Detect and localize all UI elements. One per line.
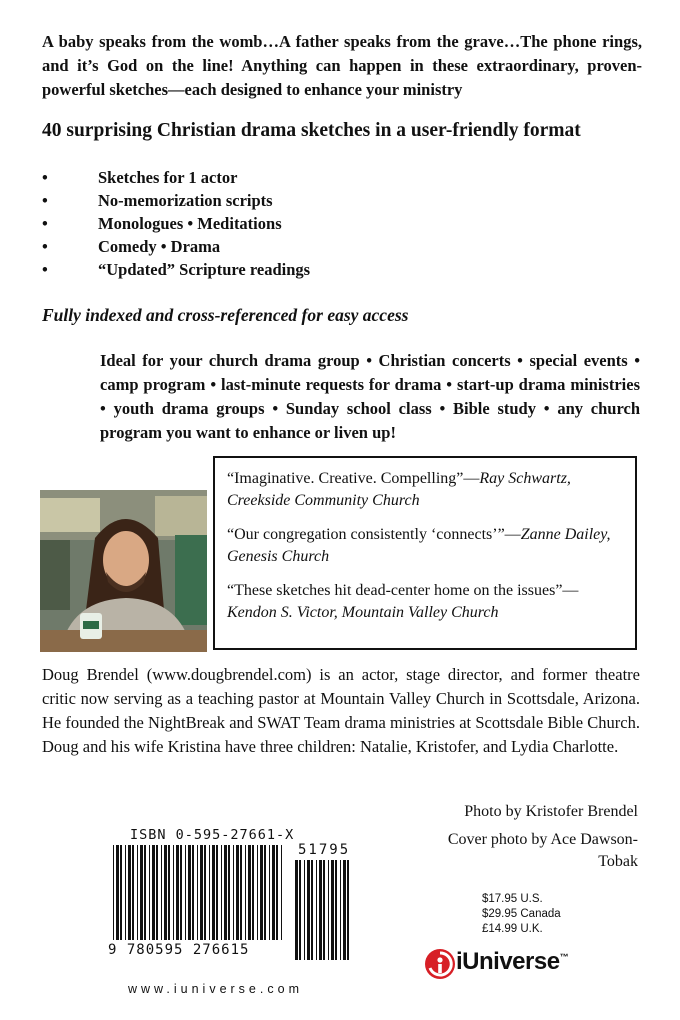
barcode-bar — [269, 845, 270, 940]
barcode-bar — [319, 860, 322, 960]
testimonial-source: Ray Schwartz, Creekside Community Church — [227, 470, 571, 509]
testimonial: “Imaginative. Creative. Compelling”—Ray Schwartz, Creekside Community Church — [227, 470, 571, 509]
price-list — [482, 892, 561, 937]
testimonial-source: Zanne Dailey, Genesis Church — [227, 526, 611, 565]
intro-paragraph: A baby speaks from the womb…A father speaks from the grave…The phone rings, and it’s God on the line! Anything can happen in these extraordinary, proven-powerful sketches—each designed to enhance your ministry — [42, 32, 642, 99]
list-item: • Comedy • Drama — [42, 237, 221, 256]
list-item: • Monologues • Meditations — [42, 214, 282, 233]
barcode-bar — [161, 845, 162, 940]
barcode-bar — [343, 860, 346, 960]
barcode-bar — [216, 845, 218, 940]
barcode-bar — [173, 845, 174, 940]
barcode-bar — [209, 845, 210, 940]
testimonial: “Our congregation consistently ‘connects’”—Zanne Dailey, Genesis Church — [227, 526, 611, 565]
barcode-bar — [197, 845, 198, 940]
barcode-bar — [120, 845, 122, 940]
barcode-bar — [331, 860, 334, 960]
barcode-bar — [168, 845, 170, 940]
bullet-icon: • — [42, 237, 48, 256]
testimonials-box — [213, 456, 637, 650]
barcode-bar — [240, 845, 242, 940]
barcode-bar — [224, 845, 227, 940]
feature-list — [42, 166, 602, 281]
trademark: ™ — [559, 952, 569, 962]
barcode-bar — [260, 845, 263, 940]
website-url: www.iuniverse.com — [128, 982, 303, 996]
barcode-bar — [228, 845, 230, 940]
author-photo — [40, 490, 207, 652]
bullet-icon: • — [42, 168, 48, 187]
barcode-bar — [156, 845, 158, 940]
ideal-paragraph: Ideal for your church drama group • Christian concerts • special events • camp program • last-minute requests for drama • start-up drama ministries • youth drama groups • Sunday school class • Bible study • any church program you want to enhance or liven up! — [100, 351, 640, 442]
barcode-bar — [328, 860, 329, 960]
price-uk: £14.99 U.K. — [482, 923, 543, 935]
list-item: • Sketches for 1 actor — [42, 168, 238, 187]
barcode-bar — [257, 845, 258, 940]
price-code: 51795 — [298, 842, 351, 858]
barcode-bar — [233, 845, 234, 940]
barcode-bar — [245, 845, 246, 940]
barcode-bar — [236, 845, 239, 940]
bullet-icon: • — [42, 214, 48, 233]
photo-credit: Photo by Kristofer Brendel — [464, 803, 638, 820]
barcode-bar — [340, 860, 341, 960]
barcode-bar — [347, 860, 349, 960]
indexed-line: Fully indexed and cross-referenced for easy access — [42, 305, 409, 325]
barcode-bar — [299, 860, 301, 960]
barcode-bar — [152, 845, 155, 940]
barcode-bar — [316, 860, 317, 960]
testimonial: “These sketches hit dead-center home on the issues”—Kendon S. Victor, Mountain Valley Church — [227, 582, 579, 621]
barcode-bar — [192, 845, 194, 940]
price-canada: $29.95 Canada — [482, 908, 561, 920]
barcode-bar — [137, 845, 138, 940]
barcode-bar — [132, 845, 134, 940]
author-bio: Doug Brendel (www.dougbrendel.com) is an actor, stage director, and former theatre critic now serving as a teaching pastor at Mountain Valley Church in Scottsdale, Arizona. He founded the NightBreak and SWAT Team drama ministries at Scottsdale Bible Church. Doug and his wife Kristina have three children: Natalie, Kristofer, and Lydia Charlotte. — [42, 665, 640, 756]
list-item: • No-memorization scripts — [42, 191, 273, 210]
barcode-bar — [311, 860, 313, 960]
cover-photo-credit: Cover photo by Ace Dawson-Tobak — [447, 831, 638, 870]
barcode-bar — [128, 845, 131, 940]
barcode-bar — [212, 845, 215, 940]
barcode-digits: 9 780595 276615 — [108, 942, 250, 958]
barcode-bar — [116, 845, 119, 940]
barcode-bar — [188, 845, 191, 940]
barcode-bar — [144, 845, 146, 940]
barcode-bar — [221, 845, 222, 940]
barcode-bar — [276, 845, 278, 940]
barcode-bar — [252, 845, 254, 940]
barcode-bar — [164, 845, 167, 940]
barcode-bar — [307, 860, 310, 960]
bullet-icon: • — [42, 191, 48, 210]
barcode-bar — [281, 845, 282, 940]
barcode-bar — [140, 845, 143, 940]
publisher-name: iUniverse™ — [456, 948, 569, 975]
barcode-bar — [304, 860, 305, 960]
testimonial-source: Kendon S. Victor, Mountain Valley Church — [227, 604, 499, 621]
barcode-bar — [335, 860, 337, 960]
barcode-bar — [248, 845, 251, 940]
isbn-label: ISBN 0-595-27661-X — [130, 827, 295, 843]
price-us: $17.95 U.S. — [482, 893, 543, 905]
barcode-bar — [323, 860, 325, 960]
headline: 40 surprising Christian drama sketches in a user-friendly format — [42, 120, 581, 141]
barcode-bar — [295, 860, 298, 960]
barcode-bar — [204, 845, 206, 940]
barcode-bar — [180, 845, 182, 940]
barcode-bar — [272, 845, 275, 940]
barcode-bar — [185, 845, 186, 940]
barcode-bar — [125, 845, 126, 940]
barcode-bar — [149, 845, 150, 940]
barcode-bar — [176, 845, 179, 940]
list-item: • “Updated” Scripture readings — [42, 260, 311, 279]
bullet-icon: • — [42, 260, 48, 279]
barcode-bar — [200, 845, 203, 940]
barcode-bar — [264, 845, 266, 940]
barcode-bar — [113, 845, 114, 940]
